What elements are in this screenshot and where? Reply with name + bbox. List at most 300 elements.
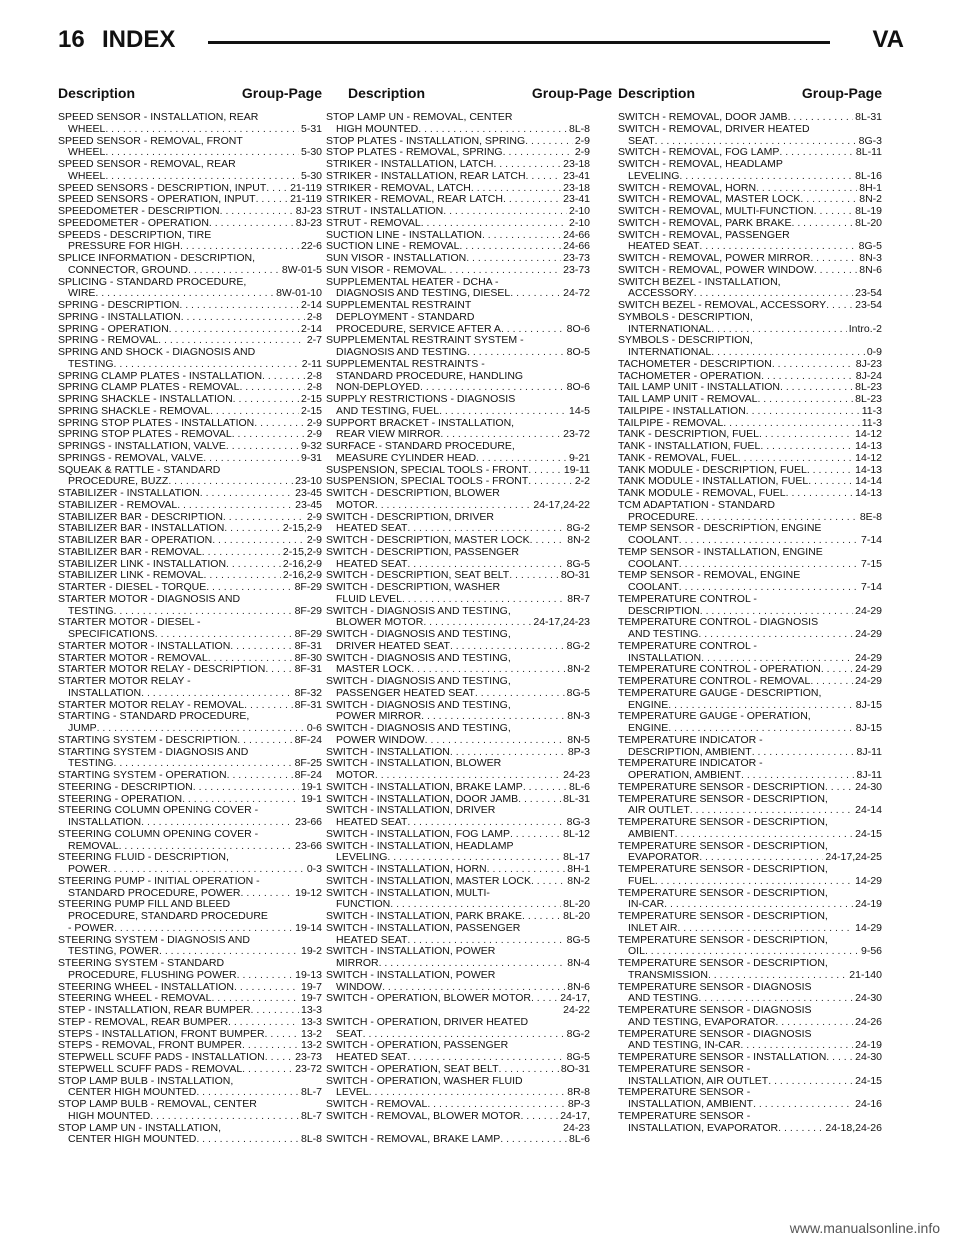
index-entry — [58, 1064, 322, 1076]
index-entry — [326, 112, 590, 136]
entry-line — [58, 183, 322, 195]
entry-subtitle: WHEEL — [68, 147, 106, 159]
leader-dots — [202, 547, 281, 559]
index-entry — [58, 1076, 322, 1100]
leader-dots — [723, 418, 860, 430]
entry-line — [326, 394, 590, 406]
leader-dots — [114, 359, 300, 371]
entry-title: TEMPERATURE INDICATOR - — [618, 734, 763, 746]
entry-page: 8N-4 — [567, 958, 590, 969]
entry-title: STRIKER - REMOVAL, REAR LATCH — [326, 194, 503, 206]
entry-line — [618, 335, 882, 347]
index-entry — [326, 159, 590, 171]
index-entry — [618, 476, 882, 488]
entry-line — [58, 899, 322, 911]
entry-page: 2-16,2-9 — [282, 570, 322, 582]
entry-line — [326, 288, 590, 300]
leader-dots — [168, 476, 293, 488]
entry-page: 8N-3 — [859, 253, 882, 264]
leader-dots — [695, 512, 858, 524]
entry-subtitle: AND TESTING — [628, 629, 699, 640]
index-column-3 — [618, 112, 882, 1134]
entry-line — [58, 782, 322, 794]
entry-title: TEMPERATURE SENSOR - DESCRIPTION, — [618, 864, 828, 875]
entry-page: 24-15 — [855, 1075, 882, 1087]
entry-page: 24-29 — [855, 605, 882, 617]
entry-page: 19-13 — [295, 969, 322, 981]
entry-page: 8G-5 — [566, 1052, 590, 1063]
entry-page: 2-9 — [574, 135, 590, 147]
entry-page: 14-13 — [855, 464, 882, 476]
leader-dots — [740, 1040, 853, 1052]
entry-page: 13-3 — [300, 1005, 322, 1016]
entry-line — [58, 512, 322, 524]
leader-dots — [759, 429, 853, 441]
entry-page: 19-1 — [300, 793, 322, 805]
entry-line — [58, 841, 322, 853]
index-entry — [326, 206, 590, 218]
entry-line — [58, 288, 322, 300]
leader-dots — [757, 394, 853, 406]
index-entry — [58, 136, 322, 160]
entry-page: 9-56 — [860, 946, 882, 958]
leader-dots — [523, 782, 567, 794]
entry-page: 9-21 — [568, 452, 590, 464]
entry-line — [326, 935, 590, 947]
entry-page: 8L-7 — [300, 1110, 322, 1122]
entry-page: 24-18,24-26 — [825, 1122, 882, 1134]
entry-line — [58, 265, 322, 277]
entry-page: 23-73 — [295, 1052, 322, 1063]
leader-dots — [786, 488, 854, 500]
entry-title: SWITCH - DESCRIPTION, DRIVER — [326, 511, 495, 523]
entry-page: 8N-3 — [567, 711, 590, 723]
entry-page: 19-7 — [300, 993, 322, 1005]
entry-line — [326, 582, 590, 594]
entry-line — [326, 265, 590, 277]
entry-line — [618, 559, 882, 571]
entry-title: SWITCH - DESCRIPTION, SEAT BELT — [326, 570, 510, 582]
entry-line — [618, 312, 882, 324]
leader-dots — [188, 265, 280, 277]
index-entry — [618, 735, 882, 759]
entry-page: 8G-5 — [566, 934, 590, 946]
index-entry — [326, 335, 590, 359]
index-entry — [618, 864, 882, 888]
entry-line — [618, 1087, 882, 1099]
entry-line — [58, 218, 322, 230]
entry-line — [618, 371, 882, 383]
entry-page: 14-13 — [855, 441, 882, 452]
leader-dots — [141, 817, 293, 829]
entry-subtitle: DESCRIPTION — [628, 605, 700, 617]
entry-line — [58, 347, 322, 359]
entry-subtitle: HEATED SEAT — [336, 558, 408, 570]
entry-title: SWITCH - REMOVAL, POWER WINDOW — [618, 264, 814, 276]
index-entry — [618, 523, 882, 547]
entry-line — [58, 935, 322, 947]
entry-subtitle: SPECIFICATIONS — [68, 629, 155, 640]
entry-subtitle: DESCRIPTION, AMBIENT — [628, 746, 752, 758]
leader-dots — [450, 641, 565, 653]
entry-title: STEPWELL SCUFF PADS - REMOVAL — [58, 1063, 243, 1075]
index-entry — [58, 382, 322, 394]
entry-line — [618, 429, 882, 441]
leader-dots — [679, 559, 859, 571]
leader-dots — [228, 1017, 299, 1029]
entry-subtitle: PRESSURE FOR HIGH — [68, 241, 181, 253]
entry-page: 23-73 — [563, 264, 590, 276]
index-entry — [618, 1087, 882, 1111]
entry-title: STEERING WHEEL - REMOVAL — [58, 993, 212, 1005]
group-page-heading: Group-Page — [241, 85, 322, 101]
entry-title: SWITCH - OPERATION, WASHER FLUID — [326, 1075, 523, 1087]
entry-title: STEPWELL SCUFF PADS - INSTALLATION — [58, 1052, 265, 1063]
entry-subtitle: COOLANT — [628, 558, 679, 570]
entry-line — [326, 183, 590, 195]
entry-title: SWITCH - DIAGNOSIS AND TESTING, — [326, 723, 511, 734]
entry-title: STEERING SYSTEM - STANDARD — [58, 958, 225, 969]
entry-line — [326, 747, 590, 759]
entry-page: 2-10 — [568, 217, 590, 229]
entry-line — [618, 688, 882, 700]
entry-title: SPEEDS - DESCRIPTION, TIRE — [58, 229, 212, 241]
entry-line — [326, 888, 590, 900]
entry-page: 23-54 — [855, 300, 882, 311]
entry-page: 23-72 — [295, 1063, 322, 1075]
entry-line — [58, 688, 322, 700]
entry-page: 2-15,2-9 — [282, 523, 322, 535]
entry-page: 2-9 — [306, 417, 322, 429]
leader-dots — [251, 1005, 299, 1017]
entry-line — [618, 711, 882, 723]
leader-dots — [493, 159, 561, 171]
entry-title: STARTER - DIESEL - TORQUE — [58, 582, 207, 593]
index-entry — [58, 441, 322, 453]
entry-line — [58, 206, 322, 218]
entry-line — [618, 935, 882, 947]
entry-subtitle: FUNCTION — [336, 899, 391, 911]
entry-line — [58, 594, 322, 606]
entry-line — [58, 888, 322, 900]
leader-dots — [741, 770, 855, 782]
index-entry — [58, 641, 322, 653]
entry-line — [58, 1134, 322, 1146]
leader-dots — [420, 382, 565, 394]
index-entry — [58, 277, 322, 301]
entry-line — [618, 183, 882, 195]
entry-page: 8L-31 — [855, 112, 882, 123]
index-entry — [618, 1005, 882, 1029]
entry-line — [618, 147, 882, 159]
index-entry — [58, 183, 322, 195]
entry-subtitle: JUMP — [68, 723, 97, 734]
leader-dots — [203, 570, 280, 582]
entry-page: Intro.-2 — [848, 323, 882, 335]
leader-dots — [114, 758, 293, 770]
entry-title: TANK - DESCRIPTION, FUEL — [618, 429, 759, 441]
entry-page: 8N-2 — [859, 194, 882, 206]
entry-line — [326, 641, 590, 653]
entry-title: TEMPERATURE SENSOR - DESCRIPTION, — [618, 793, 828, 805]
leader-dots — [375, 770, 561, 782]
entry-page: 5-30 — [300, 147, 322, 159]
index-entry — [58, 406, 322, 418]
index-entry — [58, 206, 322, 218]
index-entry — [58, 899, 322, 934]
entry-page: 21-119 — [290, 194, 322, 206]
leader-dots — [768, 1076, 853, 1088]
entry-title: TACHOMETER - OPERATION — [618, 370, 762, 382]
entry-subtitle: PROCEDURE, FLUSHING POWER — [68, 969, 237, 981]
entry-line — [58, 359, 322, 371]
entry-line — [618, 159, 882, 171]
entry-page: 24-26 — [855, 1016, 882, 1028]
leader-dots — [265, 1029, 299, 1041]
index-entry — [618, 300, 882, 312]
leader-dots — [180, 241, 299, 253]
entry-subtitle: MASTER LOCK — [336, 664, 412, 676]
entry-title: SWITCH - REMOVAL, FOG LAMP — [618, 147, 780, 159]
leader-dots — [499, 1064, 559, 1076]
entry-subtitle: INSTALLATION, AMBIENT — [628, 1099, 754, 1110]
entry-line — [58, 136, 322, 148]
entry-line — [58, 335, 322, 347]
entry-line — [58, 770, 322, 782]
entry-line — [326, 711, 590, 723]
entry-page: 8J-23 — [855, 358, 882, 370]
entry-line — [58, 970, 322, 982]
entry-line — [58, 535, 322, 547]
entry-page: 14-12 — [855, 429, 882, 441]
leader-dots — [778, 1123, 823, 1135]
entry-page: 8G-3 — [858, 135, 882, 147]
entry-page: 8G-2 — [566, 1028, 590, 1040]
entry-title: SWITCH - INSTALLATION, HEADLAMP — [326, 840, 514, 852]
index-entry — [326, 1064, 590, 1076]
entry-subtitle: TESTING — [68, 358, 114, 370]
entry-page: 2-9 — [306, 511, 322, 523]
leader-dots — [711, 347, 865, 359]
entry-title: STEERING COLUMN OPENING COVER - — [58, 828, 259, 840]
entry-line — [58, 629, 322, 641]
entry-page: 8N-2 — [567, 535, 590, 546]
entry-subtitle: ENGINE — [628, 699, 669, 711]
leader-dots — [196, 1087, 299, 1099]
entry-line — [58, 829, 322, 841]
entry-subtitle: AND TESTING, IN-CAR — [628, 1040, 741, 1052]
leader-dots — [487, 864, 566, 876]
entry-title: SUPPLEMENTAL HEATER - DCHA - — [326, 276, 499, 288]
entry-line — [58, 476, 322, 488]
leader-dots — [810, 253, 857, 265]
entry-page: 2-8 — [306, 370, 322, 382]
entry-title: SWITCH - INSTALLATION, HORN — [326, 864, 487, 875]
leader-dots — [158, 335, 305, 347]
entry-line — [618, 1005, 882, 1017]
entry-page: 24-29 — [855, 652, 882, 664]
leader-dots — [699, 241, 856, 253]
entry-line — [326, 559, 590, 571]
leader-dots — [746, 406, 860, 418]
entry-line — [326, 124, 590, 136]
entry-line — [58, 617, 322, 629]
leader-dots — [808, 476, 853, 488]
entry-page: 24-17,24-25 — [825, 852, 882, 864]
index-entry — [58, 1099, 322, 1123]
entry-title: TANK MODULE - REMOVAL, FUEL — [618, 488, 786, 499]
entry-page: 8O-6 — [566, 382, 590, 394]
entry-page: 8W-01-5 — [281, 264, 322, 276]
entry-line — [58, 676, 322, 688]
entry-page: 24-29 — [855, 664, 882, 676]
entry-page: 23-72 — [563, 429, 590, 441]
leader-dots — [382, 982, 565, 994]
index-entry — [326, 782, 590, 794]
entry-line — [618, 958, 882, 970]
entry-title: STEP - INSTALLATION, REAR BUMPER — [58, 1005, 251, 1016]
entry-subtitle: HEATED SEAT — [336, 523, 408, 535]
entry-title: TEMPERATURE CONTROL - OPERATION — [618, 664, 821, 676]
entry-page: 2-8 — [306, 382, 322, 394]
entry-line — [58, 958, 322, 970]
entry-subtitle: MEASURE CYLINDER HEAD — [336, 452, 477, 464]
index-entry — [326, 394, 590, 418]
entry-title: STARTER MOTOR RELAY - — [58, 676, 191, 687]
entry-page: 24-30 — [855, 993, 882, 1005]
entry-subtitle: - POWER — [68, 922, 115, 934]
entry-line — [618, 547, 882, 559]
entry-line — [618, 124, 882, 136]
entry-line — [326, 512, 590, 524]
entry-title: TACHOMETER - DESCRIPTION — [618, 358, 772, 370]
entry-line — [58, 946, 322, 958]
leader-dots — [756, 183, 857, 195]
leader-dots — [209, 218, 294, 230]
entry-subtitle: INSTALLATION — [628, 652, 702, 664]
entry-subtitle: MOTOR — [336, 499, 375, 511]
entry-title: SUPPLEMENTAL RESTRAINT — [326, 300, 472, 311]
entry-line — [58, 465, 322, 477]
entry-title: SWITCH - INSTALLATION, PASSENGER — [326, 922, 521, 934]
index-entry — [58, 993, 322, 1005]
entry-page: 11-3 — [861, 405, 882, 417]
entry-line — [618, 817, 882, 829]
leader-dots — [407, 817, 564, 829]
entry-page: 23-41 — [563, 194, 590, 206]
entry-line — [326, 1134, 590, 1146]
index-entry — [326, 1134, 590, 1146]
entry-line — [618, 864, 882, 876]
entry-line — [326, 547, 590, 559]
entry-line — [618, 723, 882, 735]
entry-title: STEPS - INSTALLATION, FRONT BUMPER — [58, 1028, 265, 1040]
entry-line — [326, 112, 590, 124]
leader-dots — [698, 629, 853, 641]
index-entry — [326, 970, 590, 994]
entry-line — [618, 1123, 882, 1135]
index-entry — [618, 429, 882, 441]
entry-line — [58, 664, 322, 676]
index-entry — [326, 570, 590, 582]
entry-page: 8N-5 — [567, 734, 590, 746]
entry-subtitle: TRANSMISSION — [628, 969, 708, 981]
entry-line — [326, 570, 590, 582]
index-entry — [618, 570, 882, 594]
leader-dots — [254, 418, 305, 430]
entry-page: 0-6 — [306, 723, 322, 734]
index-entry — [326, 194, 590, 206]
entry-line — [618, 500, 882, 512]
entry-subtitle: WIRE — [68, 288, 96, 300]
entry-subtitle: WHEEL — [68, 170, 106, 182]
entry-page: 2-7 — [306, 335, 322, 347]
entry-subtitle: COOLANT — [628, 582, 679, 593]
index-entry — [618, 676, 882, 688]
entry-line — [326, 770, 590, 782]
entry-title: STABILIZER BAR - DESCRIPTION — [58, 511, 223, 523]
entry-title: SPRING - OPERATION — [58, 323, 169, 335]
entry-line — [326, 735, 590, 747]
entry-line — [618, 324, 882, 336]
leader-dots — [530, 535, 566, 547]
entry-page: 2-14 — [300, 300, 322, 311]
entry-line — [326, 1029, 590, 1041]
leader-dots — [208, 653, 293, 665]
entry-page: 8P-3 — [567, 746, 590, 758]
index-entry — [326, 535, 590, 547]
entry-title: SWITCH - INSTALLATION, MASTER LOCK — [326, 875, 531, 887]
entry-page: 2-15 — [300, 394, 322, 405]
entry-page: 8J-15 — [855, 723, 882, 734]
entry-title: TEMP SENSOR - DESCRIPTION, ENGINE — [618, 523, 822, 535]
entry-subtitle: PROCEDURE, STANDARD PROCEDURE — [68, 911, 268, 922]
entry-page: 8L-6 — [568, 781, 590, 793]
index-entry — [618, 758, 882, 782]
section-title: INDEX — [102, 26, 176, 53]
entry-page: 24-17,24-22 — [533, 499, 590, 511]
entry-page: 8F-31 — [294, 640, 322, 652]
entry-line — [618, 1052, 882, 1064]
entry-page: 19-12 — [295, 887, 322, 899]
index-entry — [58, 1029, 322, 1041]
entry-line — [326, 253, 590, 265]
entry-page: 2-9 — [574, 147, 590, 159]
leader-dots — [655, 876, 853, 888]
index-entry — [326, 1017, 590, 1041]
entry-title: SWITCH - INSTALLATION, BRAKE LAMP — [326, 781, 523, 793]
index-entry — [58, 1005, 322, 1017]
entry-title: TEMPERATURE CONTROL - DIAGNOSIS — [618, 617, 819, 629]
entry-line — [326, 1017, 590, 1029]
entry-title: SWITCH - REMOVAL, HEADLAMP — [618, 159, 783, 170]
entry-page: 2-16,2-9 — [282, 558, 322, 570]
entry-title: SWITCH - DIAGNOSIS AND TESTING, — [326, 629, 511, 640]
entry-page: 8J-23 — [295, 217, 322, 229]
entry-line — [58, 700, 322, 712]
index-entry — [618, 453, 882, 465]
entry-title: STRUT - INSTALLATION — [326, 206, 444, 217]
leader-dots — [753, 1099, 853, 1111]
entry-title: SWITCH - DESCRIPTION, WASHER — [326, 582, 501, 593]
entry-line — [326, 911, 590, 923]
entry-line — [58, 711, 322, 723]
entry-line — [618, 394, 882, 406]
entry-line — [618, 653, 882, 665]
entry-line — [618, 265, 882, 277]
leader-dots — [234, 982, 299, 994]
entry-line — [58, 805, 322, 817]
